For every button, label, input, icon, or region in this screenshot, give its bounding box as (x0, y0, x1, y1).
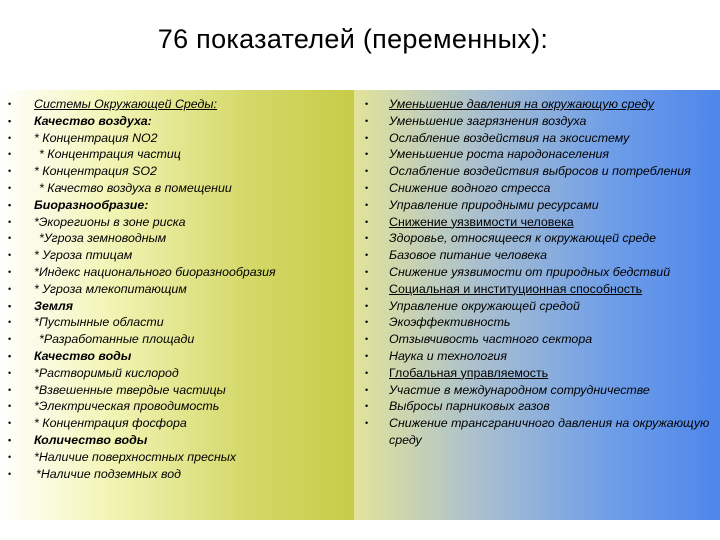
bullet-icon: • (8, 334, 12, 345)
indicator-item (365, 163, 715, 180)
bullet-icon: • (8, 166, 12, 177)
bullet-icon: • (8, 266, 12, 277)
environment-systems-item (8, 449, 348, 466)
indicator-item (365, 214, 715, 231)
environment-systems-item-text: Биоразнообразие: (34, 197, 149, 212)
indicator-item (365, 247, 715, 264)
indicator-item-text: Глобальная управляемость (389, 365, 549, 380)
indicator-item (365, 331, 715, 348)
environment-systems-item-text: * Угроза птицам (34, 248, 133, 263)
bullet-icon: • (8, 384, 12, 395)
indicator-item-text: Уменьшение загрязнения воздуха (389, 113, 587, 128)
indicator-item (365, 230, 715, 247)
environment-systems-item-text: *Угроза земноводным (39, 231, 167, 246)
indicator-item-text: Снижение трансграничного давления на окружающую среду (389, 416, 710, 447)
environment-systems-item-text: Количество воды (34, 432, 148, 447)
bullet-icon: • (365, 317, 369, 328)
indicator-item-text: Снижение водного стресса (389, 180, 551, 195)
environment-systems-item (8, 163, 348, 180)
bullet-icon: • (365, 418, 369, 429)
environment-systems-item (8, 247, 348, 264)
environment-systems-item (8, 113, 348, 130)
environment-systems-item-text: * Концентрация фосфора (34, 416, 187, 431)
environment-systems-item (8, 230, 348, 247)
bullet-icon: • (8, 216, 12, 227)
indicator-item (365, 365, 715, 382)
indicator-item-text: Социальная и институционная способность (389, 281, 643, 296)
bullet-icon: • (8, 468, 12, 479)
bullet-icon: • (365, 149, 369, 160)
bullet-icon: • (365, 283, 369, 294)
bullet-icon: • (8, 250, 12, 261)
bullet-icon: • (8, 300, 12, 311)
environment-systems-item-text: *Индекс национального биоразнообразия (34, 264, 276, 279)
environment-systems-item (8, 96, 348, 113)
slide-title (0, 24, 720, 55)
environment-systems-item-text: *Наличие подземных вод (36, 466, 181, 481)
environment-systems-item (8, 365, 348, 382)
bullet-icon: • (8, 434, 12, 445)
indicator-item (365, 146, 715, 163)
indicator-item (365, 415, 715, 449)
bullet-icon: • (365, 99, 369, 109)
indicator-item (365, 382, 715, 399)
indicator-item-text: Ослабление воздействия на экосистему (389, 130, 630, 145)
bullet-icon: • (365, 166, 369, 177)
environment-systems-item-text: * Концентрация NO2 (34, 130, 158, 145)
environment-systems-item-text: *Экорегионы в зоне риска (34, 214, 186, 229)
indicator-item (365, 314, 715, 331)
bullet-icon: • (8, 401, 12, 412)
indicator-item-text: Наука и технология (389, 348, 507, 363)
indicator-item-text: Экоэффективность (389, 315, 511, 330)
bullet-icon: • (8, 115, 12, 126)
indicator-item-text: Уменьшение давления на окружающую среду (389, 97, 655, 111)
environment-systems-item-text: Земля (34, 298, 74, 313)
indicator-item (365, 281, 715, 298)
bullet-icon: • (8, 132, 12, 143)
environment-systems-item (8, 214, 348, 231)
indicator-item-text: Снижение уязвимости от природных бедствий (389, 264, 671, 279)
bullet-icon: • (365, 300, 369, 311)
bullet-icon: • (8, 317, 12, 328)
environment-systems-item-text: *Разработанные площади (39, 332, 195, 347)
bullet-icon: • (8, 99, 12, 109)
environment-systems-item (8, 264, 348, 281)
environment-systems-item (8, 314, 348, 331)
bullet-icon: • (8, 233, 12, 244)
bullet-icon: • (365, 182, 369, 193)
indicator-item (365, 264, 715, 281)
bullet-icon: • (8, 350, 12, 361)
environment-systems-list (8, 96, 348, 482)
environment-systems-item (8, 281, 348, 298)
environment-systems-item (8, 415, 348, 432)
indicator-item-text: Участие в международном сотрудничестве (389, 382, 650, 397)
indicators-list (365, 96, 715, 449)
indicator-item-text: Здоровье, относящееся к окружающей среде (389, 231, 656, 246)
environment-systems-item (8, 398, 348, 415)
environment-systems-item-text: * Угроза млекопитающим (34, 281, 187, 296)
bullet-icon: • (365, 334, 369, 345)
environment-systems-item-text: *Растворимый кислород (34, 365, 179, 380)
indicator-item-text: Снижение уязвимости человека (389, 214, 574, 229)
environment-systems-item (8, 331, 348, 348)
environment-systems-item (8, 466, 348, 483)
bullet-icon: • (8, 199, 12, 210)
bullet-icon: • (365, 216, 369, 227)
environment-systems-item-text: *Наличие поверхностных пресных (34, 449, 237, 464)
bullet-icon: • (365, 250, 369, 261)
bullet-icon: • (365, 115, 369, 126)
bullet-icon: • (8, 182, 12, 193)
indicator-item (365, 298, 715, 315)
environment-systems-item (8, 180, 348, 197)
bullet-icon: • (365, 367, 369, 378)
bullet-icon: • (8, 149, 12, 160)
bullet-icon: • (365, 233, 369, 244)
environment-systems-item-text: Качество воды (34, 348, 132, 363)
bullet-icon: • (8, 367, 12, 378)
environment-systems-item (8, 197, 348, 214)
environment-systems-item-text: *Пустынные области (34, 315, 164, 330)
indicator-item (365, 197, 715, 214)
bullet-icon: • (365, 132, 369, 143)
indicator-item (365, 180, 715, 197)
environment-systems-item (8, 432, 348, 449)
bullet-icon: • (365, 266, 369, 277)
indicator-item-text: Уменьшение роста народонаселения (389, 147, 610, 162)
bullet-icon: • (365, 401, 369, 412)
environment-systems-item-text: *Электрическая проводимость (34, 399, 220, 414)
bullet-icon: • (365, 199, 369, 210)
indicator-item (365, 113, 715, 130)
slide-title-text: 76 показателей (переменных): (157, 24, 549, 54)
environment-systems-item-text: * Концентрация частиц (39, 147, 181, 162)
environment-systems-item-text: * Качество воздуха в помещении (39, 180, 232, 195)
indicator-item (365, 348, 715, 365)
indicator-item (365, 398, 715, 415)
environment-systems-item (8, 382, 348, 399)
environment-systems-item (8, 348, 348, 365)
environment-systems-item-text: Системы Окружающей Среды: (34, 97, 217, 111)
bullet-icon: • (8, 283, 12, 294)
bullet-icon: • (8, 451, 12, 462)
indicator-item-text: Ослабление воздействия выбросов и потребления (389, 164, 691, 179)
environment-systems-item (8, 130, 348, 147)
environment-systems-item-text: * Концентрация SO2 (34, 164, 157, 179)
environment-systems-item (8, 146, 348, 163)
indicator-item-text: Базовое питание человека (389, 248, 548, 263)
environment-systems-item-text: *Взвешенные твердые частицы (34, 382, 226, 397)
indicator-item (365, 96, 715, 113)
indicator-item-text: Управление окружающей средой (389, 298, 580, 313)
indicator-item-text: Отзывчивость частного сектора (389, 332, 593, 347)
indicator-item-text: Управление природными ресурсами (389, 197, 599, 212)
bullet-icon: • (365, 350, 369, 361)
indicator-item-text: Выбросы парниковых газов (389, 399, 550, 414)
environment-systems-item-text: Качество воздуха: (34, 113, 152, 128)
indicator-item (365, 130, 715, 147)
environment-systems-item (8, 298, 348, 315)
bullet-icon: • (365, 384, 369, 395)
bullet-icon: • (8, 418, 12, 429)
